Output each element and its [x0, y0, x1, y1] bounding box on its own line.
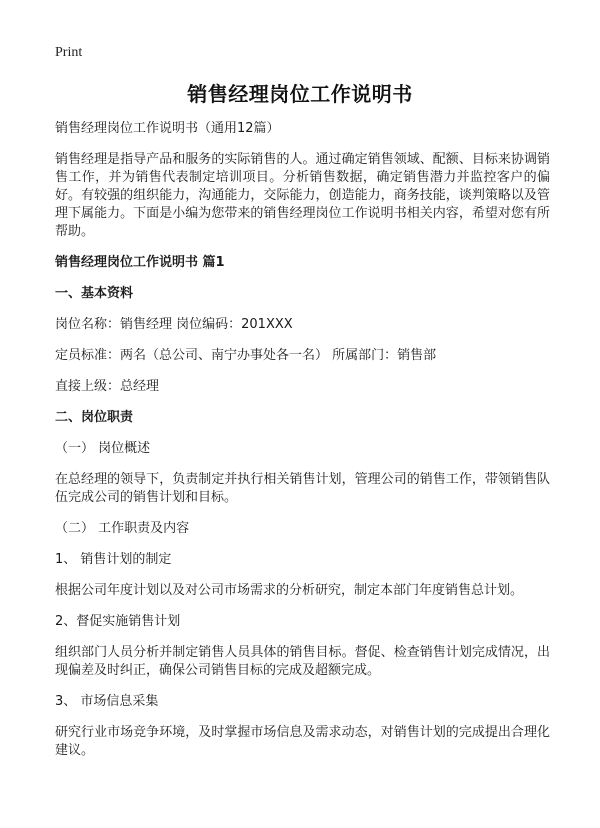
overview-paragraph: 在总经理的领导下，负责制定并执行相关销售计划，管理公司的销售工作，带领销售队伍完成公司的销售计划和目标。: [55, 472, 550, 505]
document-subtitle: 销售经理岗位工作说明书（通用12篇）: [55, 121, 280, 136]
document-body: [55, 120, 550, 773]
staffing-line: 定员标准：两名（总公司、南宁办事处各一名） 所属部门：销售部: [55, 348, 437, 363]
article-heading: 销售经理岗位工作说明书 篇1: [55, 255, 225, 270]
job-name-line: 岗位名称：销售经理 岗位编码：201XXX: [55, 317, 293, 332]
superior-line: 直接上级：总经理: [55, 379, 160, 394]
subheading-overview: （一） 岗位概述: [55, 441, 151, 456]
intro-paragraph: 销售经理是指导产品和服务的实际销售的人。通过确定销售领域、配额、目标来协调销售工作，并为销售代表制定培训项目。分析销售数据，确定销售潜力并监控客户的偏好。有较强的组织能力，沟通能力，交际能力，创造能力，商务技能，谈判策略以及管理下属能力。下面是小编为您带来的销售经理岗位工作说明书相关内容，希望对您有所帮助。: [55, 152, 550, 239]
duty-2-text: 组织部门人员分析并制定销售人员具体的销售目标。督促、检查销售计划完成情况，出现偏差及时纠正，确保公司销售目标的完成及超额完成。: [55, 645, 550, 678]
duty-1-heading: 1、 销售计划的制定: [55, 552, 172, 567]
duty-1-text: 根据公司年度计划以及对公司市场需求的分析研究，制定本部门年度销售总计划。: [55, 583, 524, 598]
duty-2-heading: 2、督促实施销售计划: [55, 614, 181, 629]
print-link[interactable]: Print: [55, 45, 83, 60]
duty-3-text: 研究行业市场竞争环境，及时掌握市场信息及需求动态，对销售计划的完成提出合理化建议。: [55, 725, 550, 758]
section-heading-duties: 二、岗位职责: [55, 410, 134, 425]
page-title: 销售经理岗位工作说明书: [187, 82, 413, 106]
duty-3-heading: 3、 市场信息采集: [55, 694, 159, 709]
subheading-duties-content: （二） 工作职责及内容: [55, 521, 190, 536]
section-heading-basic-info: 一、基本资料: [55, 286, 134, 301]
